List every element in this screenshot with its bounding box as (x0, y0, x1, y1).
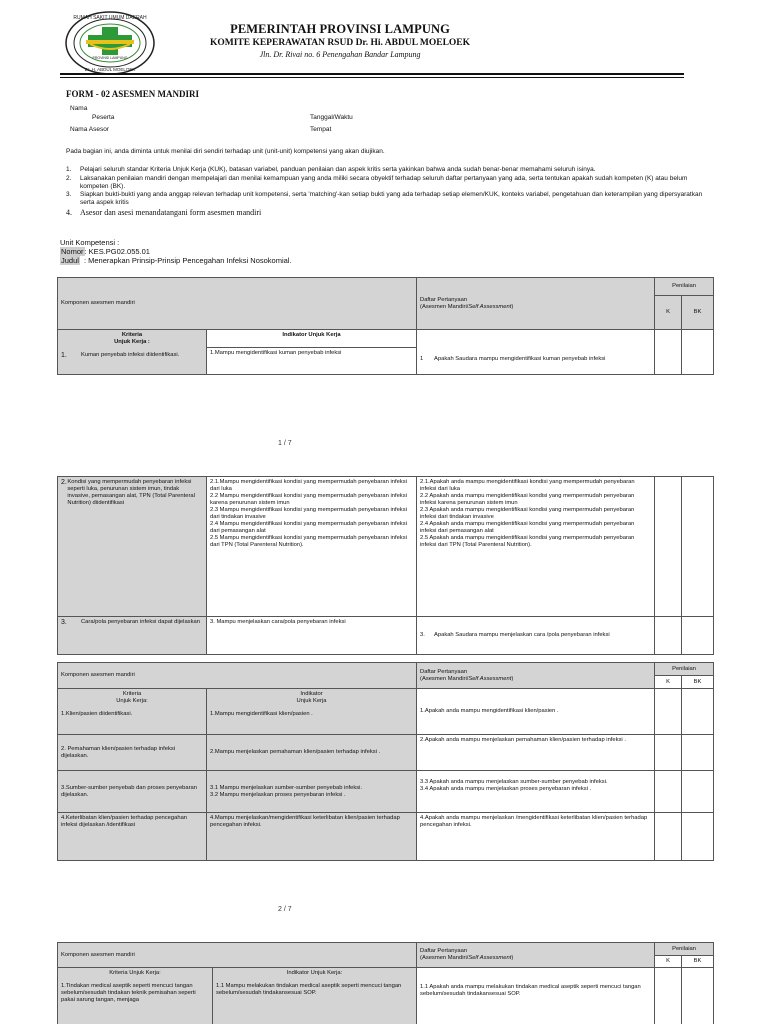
bk-checkbox[interactable] (682, 617, 714, 655)
bk-checkbox[interactable] (682, 813, 714, 861)
question-cell: 1.Apakah anda mampu mengidentifikasi klien/pasien . (417, 689, 655, 735)
daftar-header: Daftar Pertanyaan (Asesmen Mandiri/Self Assessment) (417, 663, 655, 689)
instruction-list (66, 166, 706, 219)
indikator-cell: 4.Mampu menjelaskan/mengidentifikasi keterlibatan klien/pasien terhadap pencegahan infeksi. (207, 813, 417, 861)
bk-checkbox[interactable] (682, 689, 714, 735)
k-header: K (655, 296, 682, 330)
kriteria-cell: 2. Kondisi yang mempermudah penyebaran infeksi seperti luka, penurunan sistem imun, tindak invasive, pemasangan alat, TPN (Total Parenteral Nutrition) diidentifikasi (58, 477, 207, 617)
header-subtitle: KOMITE KEPERAWATAN RSUD Dr. Hi. ABDUL MOELOEK (209, 38, 471, 48)
indikator-cell: Indikator Unjuk Kerja 1.Mampu mengidentifikasi klien/pasien . (207, 689, 417, 735)
unit-kompetensi (60, 238, 292, 265)
assessment-table-3 (57, 662, 714, 861)
indikator-cell: 3. Mampu menjelaskan cara/pola penyebaran infeksi (207, 617, 417, 655)
judul-value: : Menerapkan Prinsip-Prinsip Pencegahan Infeksi Nosokomial. (83, 256, 292, 265)
peserta-label: Peserta (92, 114, 115, 121)
kriteria-cell: 3. Cara/pola penyebaran infeksi dapat dijelaskan (58, 617, 207, 655)
page-number: 1 / 7 (278, 440, 292, 447)
question-cell: 2.1.Apakah anda mampu mengidentifikasi kondisi yang mempermudah penyebaran infeksi dari luka 2.2 Apakah anda mampu mengidentifikasi kondisi yang mempermudah penyebaran infeksi karena penurunan sistem imun 2.3 Apakah anda mampu mengidentifikasi kondisi yang mempermudah penyebaran infeksi dari tindakan invasive 2.4 Apakah anda mampu mengidentifikasi kondisi yang mempermudah penyebaran infeksi dari pemasangan alat 2.5 Apakah anda mampu mengidentifikasi kondisi yang mempermudah penyebaran infeksi dari TPN (Total Parenteral Nutrition). (417, 477, 655, 617)
kriteria-cell: 4.Keterlibatan klien/pasien terhadap pencegahan infeksi dijelaskan /identifikasi (58, 813, 207, 861)
nomor-value: : KES.PG02.055.01 (84, 247, 150, 256)
kriteria-cell: Kriteria Unjuk Kerja: 1.Klien/pasien diidentifikasi. (58, 689, 207, 735)
indikator-header: Indikator Unjuk Kerja (207, 330, 417, 348)
nomor-label: Nomor (61, 247, 84, 256)
bk-header: BK (682, 676, 714, 689)
judul-label: Judul (61, 256, 79, 265)
penilaian-header: Penilaian (655, 663, 714, 676)
daftar-header: Daftar Pertanyaan (Asesmen Mandiri/Self Assessment) (417, 943, 655, 968)
indikator-cell: 2.Mampu menjelaskan pemahaman klien/pasien terhadap infeksi . (207, 735, 417, 771)
kriteria-cell: 3.Sumber-sumber penyebab dan proses penyebaran dijelaskan. (58, 771, 207, 813)
indikator-cell: Indikator Unjuk Kerja: 1.1 Mampu melakukan tindakan medical aseptik seperti mencuci tangan sebelum/sesudah tindakansesuai SOP. (213, 968, 417, 1024)
indikator-cell: 3.1 Mampu menjelaskan sumber-sumber penyebab infeksi. 3.2 Mampu menjelaskan proses penyebaran infeksi . (207, 771, 417, 813)
intro-text: Pada bagian ini, anda diminta untuk menilai diri sendiri terhadap unit (unit-unit) kompetensi yang akan diujikan. (66, 148, 385, 155)
k-checkbox[interactable] (655, 330, 682, 375)
question-cell: 1.1 Apakah anda mampu melakukan tindakan medical aseptik seperti mencuci tangan sebelum/sesudah tindakansesuai SOP. (417, 968, 655, 1024)
assessment-table-4 (57, 942, 714, 1024)
k-checkbox[interactable] (655, 735, 682, 771)
unit-heading: Unit Kompetensi : (60, 238, 120, 247)
unit-nomor-row (60, 247, 292, 256)
k-checkbox[interactable] (655, 813, 682, 861)
k-header: K (655, 956, 682, 968)
unit-judul-row (60, 256, 292, 265)
komponen-header: Komponen asesmen mandiri (58, 278, 417, 330)
question-cell: 1 Apakah Saudara mampu mengidentifikasi kuman penyebab infeksi (417, 330, 655, 375)
instruction-item: 2. Laksanakan penilaian mandiri dengan mempelajari dan menilai kemampuan yang anda miliki secara obyektif terhadap seluruh daftar pertanyaan yang ada, serta tentukan apakah sudah kompeten (K) atau belum kompeten (BK). (66, 174, 688, 190)
bk-header: BK (682, 296, 714, 330)
page-number: 2 / 7 (278, 906, 292, 913)
header-rule-thin (60, 77, 684, 78)
bk-checkbox[interactable] (682, 771, 714, 813)
k-checkbox[interactable] (655, 771, 682, 813)
komponen-header: Komponen asesmen mandiri (58, 663, 417, 689)
k-header: K (655, 676, 682, 689)
hospital-logo (64, 10, 156, 76)
tanggal-label: Tanggal/Waktu (310, 114, 353, 121)
bk-checkbox[interactable] (682, 968, 714, 1024)
indikator-cell: 1.Mampu mengidentifikasi kuman penyebab infeksi (207, 348, 417, 375)
question-cell: 2.Apakah anda mampu menjelaskan pemahaman klien/pasien terhadap infeksi . (417, 735, 655, 771)
k-checkbox[interactable] (655, 617, 682, 655)
bk-checkbox[interactable] (682, 735, 714, 771)
assessment-table-1 (57, 277, 714, 375)
header-address: Jln. Dr. Rivai no. 6 Penengahan Bandar Lampung (259, 50, 421, 60)
bk-checkbox[interactable] (682, 477, 714, 617)
question-cell: 3.3 Apakah anda mampu menjelaskan sumber-sumber penyebab infeksi. 3.4 Apakah anda mampu menjelaskan proses penyebaran infeksi . (417, 771, 655, 813)
instruction-item: 1. Pelajari seluruh standar Kriteria Unjuk Kerja (KUK), batasan variabel, panduan penilaian dan aspek kritis serta yakinkan bahwa anda sudah benar-benar memahami seluruh isinya. (66, 166, 596, 173)
indikator-cell: 2.1.Mampu mengidentifikasi kondisi yang mempermudah penyebaran infeksi dari luka 2.2 Mampu mengidentifikasi kondisi yang mempermudah penyebaran infeksi karena penurunan sistem imun 2.3 Mampu mengidentifikasi kondisi yang mempermudah penyebaran infeksi dari tindakan invasive 2.4 Mampu mengidentifikasi kondisi yang mempermudah penyebaran infeksi dari pemasangan alat 2.5 Mampu mengidentifikasi kondisi yang mempermudah penyebaran infeksi dari TPN (Total Parenteral Nutrition). (207, 477, 417, 617)
question-cell: 3. Apakah Saudara mampu menjelaskan cara /pola penyebaran infeksi (417, 617, 655, 655)
svg-text:PROVINSI LAMPUNG: PROVINSI LAMPUNG (92, 56, 128, 60)
instruction-item: 3. Siapkan bukti-bukti yang anda anggap relevan terhadap unit kompetensi, serta 'matching'-kan setiap bukti yang ada terhadap setiap elemen/KUK, konteks variabel, pengetahuan dan keterampilan yang dipersyaratkan serta aspek kritis (66, 191, 703, 207)
nama-label: Nama (70, 105, 88, 112)
bk-header: BK (682, 956, 714, 968)
svg-text:Dr. H. ABDUL MOELOEK: Dr. H. ABDUL MOELOEK (84, 67, 136, 72)
svg-text:RUMAH SAKIT UMUM DAERAH: RUMAH SAKIT UMUM DAERAH (73, 15, 147, 21)
assessment-table-2 (57, 476, 714, 655)
daftar-header: Daftar Pertanyaan (Asesmen Mandiri/Self Assessment) (417, 278, 655, 330)
k-checkbox[interactable] (655, 477, 682, 617)
question-cell: 4.Apakah anda mampu menjelaskan /mengidentifikasi keterlibatan klien/pasien terhadap pencegahan infeksi. (417, 813, 655, 861)
header-rule-thick (60, 73, 684, 75)
komponen-header: Komponen asesmen mandiri (58, 943, 417, 968)
k-checkbox[interactable] (655, 968, 682, 1024)
kriteria-cell: Kriteria Unjuk Kerja : 1. Kuman penyebab infeksi diidentifikasi. (58, 330, 207, 375)
penilaian-header: Penilaian (655, 943, 714, 956)
asesor-label: Nama Asesor (70, 126, 110, 133)
k-checkbox[interactable] (655, 689, 682, 735)
header-title: PEMERINTAH PROVINSI LAMPUNG (230, 22, 450, 36)
tempat-label: Tempat (310, 126, 332, 133)
instruction-item: 4. Asesor dan asesi menandatangani form asesmen mandiri (66, 207, 262, 217)
bk-checkbox[interactable] (682, 330, 714, 375)
penilaian-header: Penilaian (655, 278, 714, 296)
form-title: FORM - 02 ASESMEN MANDIRI (66, 89, 200, 99)
kriteria-cell: Kriteria Unjuk Kerja: 1.Tindakan medical aseptik seperti mencuci tangan sebelum/sesudah tindakan teknik pemisahan seperti pakai sarung tangan, menjaga (58, 968, 213, 1024)
kriteria-cell: 2. Pemahaman klien/pasien terhadap infeksi dijelaskan. (58, 735, 207, 771)
document-header (0, 0, 768, 80)
